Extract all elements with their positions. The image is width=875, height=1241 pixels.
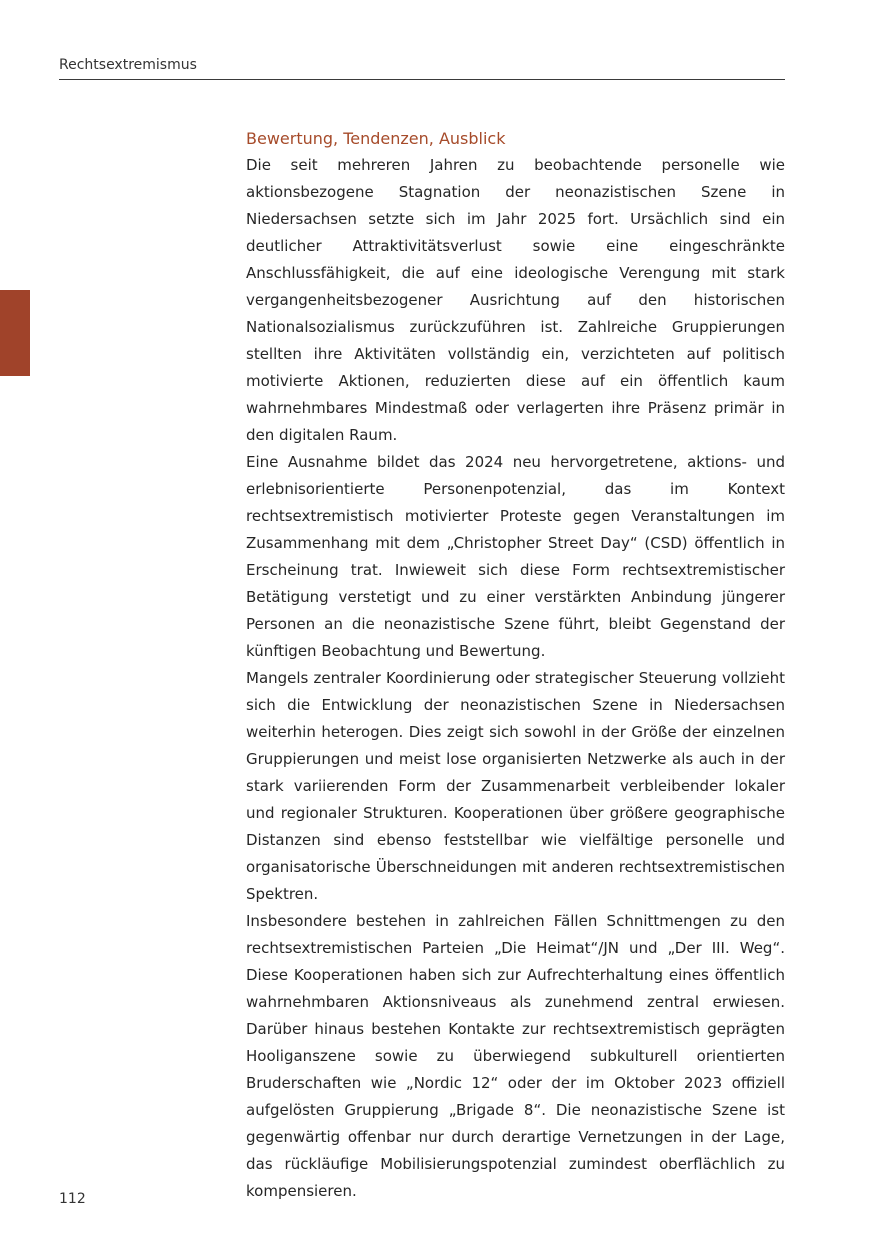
header-divider xyxy=(59,79,785,80)
body-paragraph-1: Die seit mehreren Jahren zu beobachtende personelle wie aktionsbezogene Stagnation der neonazistischen Szene in Niedersachsen setzte sich im Jahr 2025 fort. Ursächlich sind ein deutlicher Attraktivitätsverlust sowie eine eingeschränkte Anschlussfähigkeit, die auf eine ideologische Verengung mit stark vergangenheitsbezogener Ausrichtung auf den historischen Nationalsozialismus zurückzuführen ist. Zahlreiche Gruppierungen stellten ihre Aktivitäten vollständig ein, verzichteten auf politisch motivierte Aktionen, reduzierten diese auf ein öffentlich kaum wahrnehmbares Mindestmaß oder verlagerten ihre Präsenz primär in den digitalen Raum. xyxy=(246,156,785,444)
body-paragraph-2: Eine Ausnahme bildet das 2024 neu hervorgetretene, aktions- und erlebnisorientierte Personenpotenzial, das im Kontext rechtsextremistisch motivierter Proteste gegen Veranstaltungen im Zusammenhang mit dem „Christopher Street Day“ (CSD) öffentlich in Erscheinung trat. Inwieweit sich diese Form rechtsextremistischer Betätigung verstetigt und zu einer verstärkten Anbindung jüngerer Personen an die neonazistische Szene führt, bleibt Gegenstand der künftigen Beobachtung und Bewertung. xyxy=(246,453,785,660)
section-heading: Bewertung, Tendenzen, Ausblick xyxy=(246,129,506,148)
page-number: 112 xyxy=(59,1191,86,1207)
chapter-marker-tab xyxy=(0,290,30,376)
running-title: Rechtsextremismus xyxy=(59,57,197,73)
main-content xyxy=(246,125,785,1205)
body-paragraph-3: Mangels zentraler Koordinierung oder strategischer Steuerung vollzieht sich die Entwicklung der neonazistischen Szene in Niedersachsen weiterhin heterogen. Dies zeigt sich sowohl in der Größe der einzelnen Gruppierungen und meist lose organisierten Netzwerke als auch in der stark variierenden Form der Zusammenarbeit verbleibender lokaler und regionaler Strukturen. Kooperationen über größere geographische Distanzen sind ebenso feststellbar wie vielfältige personelle und organisatorische Überschneidungen mit anderen rechtsextremistischen Spektren. xyxy=(246,669,785,903)
body-paragraph-4: Insbesondere bestehen in zahlreichen Fällen Schnittmengen zu den rechtsextremistischen Parteien „Die Heimat“/JN und „Der III. Weg“. Diese Kooperationen haben sich zur Aufrechterhaltung eines öffentlich wahrnehmbaren Aktionsniveaus als zunehmend zentral erwiesen. Darüber hinaus bestehen Kontakte zur rechtsextremistisch geprägten Hooliganszene sowie zu überwiegend subkulturell orientierten Bruderschaften wie „Nordic 12“ oder der im Oktober 2023 offiziell aufgelösten Gruppierung „Brigade 8“. Die neonazistische Szene ist gegenwärtig offenbar nur durch derartige Vernetzungen in der Lage, das rückläufige Mobilisierungspotenzial zumindest oberflächlich zu kompensieren. xyxy=(246,912,785,1200)
